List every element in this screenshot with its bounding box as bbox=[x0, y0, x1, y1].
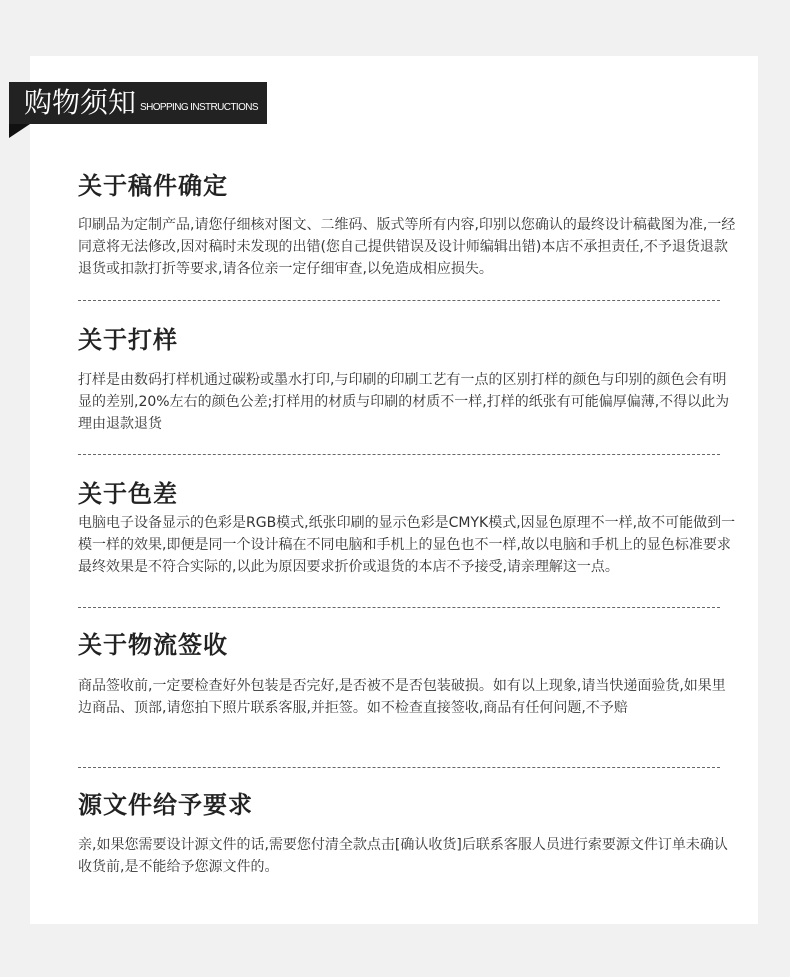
section-title-proofing: 关于打样 bbox=[78, 326, 178, 354]
section-title-source-files: 源文件给予要求 bbox=[78, 791, 253, 819]
section-divider bbox=[78, 454, 720, 455]
section-body-color-difference: 电脑电子设备显示的色彩是RGB模式,纸张印刷的显示色彩是CMYK模式,因显色原理不一样,故不可能做到一模一样的效果,即便是同一个设计稿在不同电脑和手机上的显色也不一样,故以电脑和手机上的显色标准要求最终效果是不符合实际的,以此为原因要求折价或退货的本店不予接受,请亲理解这一点。 bbox=[78, 515, 736, 575]
section-body-delivery-receipt: 商品签收前,一定要检查好外包装是否完好,是否被不是否包装破损。如有以上现象,请当快递面验货,如果里边商品、顶部,请您拍下照片联系客服,并拒签。如不检查直接签收,商品有任何问题,不予赔 bbox=[78, 678, 726, 716]
banner-fold bbox=[9, 124, 30, 138]
shopping-instructions-banner bbox=[9, 82, 267, 124]
section-divider bbox=[78, 767, 720, 768]
section-title-color-difference: 关于色差 bbox=[78, 480, 178, 508]
section-divider bbox=[78, 607, 720, 608]
section-title-artwork-confirmation: 关于稿件确定 bbox=[78, 172, 228, 200]
banner-subtitle: SHOPPING INSTRUCTIONS bbox=[140, 102, 258, 113]
section-body-proofing: 打样是由数码打样机通过碳粉或墨水打印,与印刷的印刷工艺有一点的区别打样的颜色与印别的颜色会有明显的差别,20%左右的颜色公差;打样用的材质与印刷的材质不一样,打样的纸张有可能偏厚偏薄,不得以此为理由退款退货 bbox=[78, 372, 730, 432]
section-title-delivery-receipt: 关于物流签收 bbox=[78, 631, 228, 659]
section-divider bbox=[78, 300, 720, 301]
section-body-artwork-confirmation: 印刷品为定制产品,请您仔细核对图文、二维码、版式等所有内容,印别以您确认的最终设计稿截图为准,一经同意将无法修改,因对稿时未发现的出错(您自己提供错误及设计师编辑出错)本店不承担责任,不予退货退款退货或扣款打折等要求,请各位亲一定仔细审查,以免造成相应损失。 bbox=[78, 217, 736, 277]
section-body-source-files: 亲,如果您需要设计源文件的话,需要您付清全款点击[确认收货]后联系客服人员进行索要源文件订单未确认收货前,是不能给予您源文件的。 bbox=[78, 837, 728, 875]
banner-title: 购物须知 bbox=[24, 86, 137, 119]
